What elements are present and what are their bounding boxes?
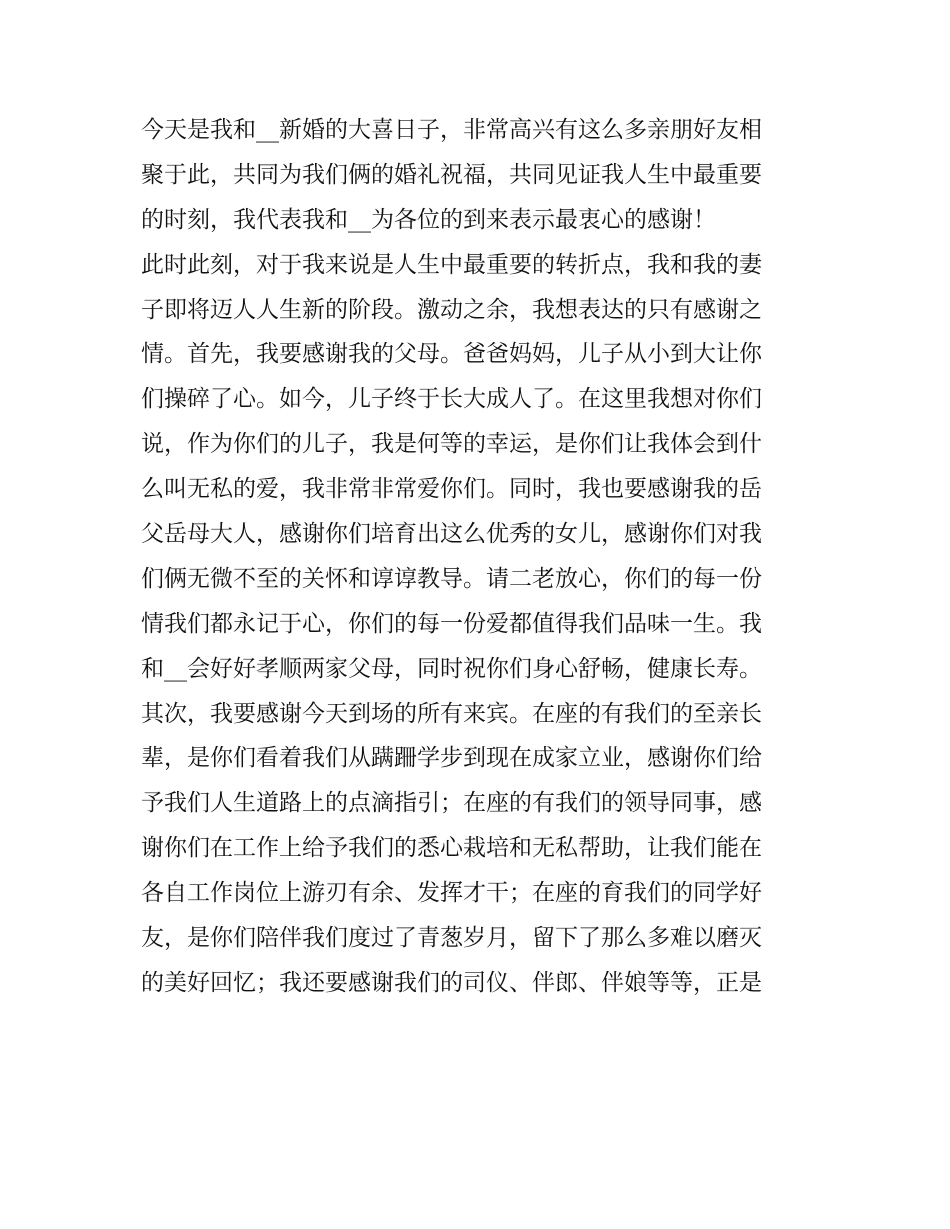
text-line: 各自工作岗位上游刃有余、发挥才干；在座的育我们的同学好 — [141, 880, 762, 907]
text-line: 予我们人生道路上的点滴指引；在座的有我们的领导同事，感 — [141, 790, 762, 817]
text-line: 子即将迈人人生新的阶段。激动之余，我想表达的只有感谢之 — [141, 296, 762, 323]
text-line: 辈，是你们看着我们从蹒跚学步到现在成家立业，感谢你们给 — [141, 745, 762, 772]
text-line: 聚于此，共同为我们俩的婚礼祝福，共同见证我人生中最重要 — [141, 161, 762, 188]
text-line: 和__会好好孝顺两家父母，同时祝你们身心舒畅，健康长寿。 — [141, 655, 762, 682]
text-line: 们俩无微不至的关怀和谆谆教导。请二老放心，你们的每一份 — [141, 565, 762, 592]
text-line: 此时此刻，对于我来说是人生中最重要的转折点，我和我的妻 — [141, 251, 762, 278]
text-line: 父岳母大人，感谢你们培育出这么优秀的女儿，感谢你们对我 — [141, 521, 762, 548]
text-line: 说，作为你们的儿子，我是何等的幸运，是你们让我体会到什 — [141, 431, 762, 458]
text-line: 友，是你们陪伴我们度过了青葱岁月，留下了那么多难以磨灭 — [141, 925, 762, 952]
text-line: 其次，我要感谢今天到场的所有来宾。在座的有我们的至亲长 — [141, 700, 762, 727]
text-line: 情我们都永记于心，你们的每一份爱都值得我们品味一生。我 — [141, 610, 762, 637]
speech-text — [141, 108, 813, 1006]
text-line: 的美好回忆；我还要感谢我们的司仪、伴郎、伴娘等等，正是 — [141, 969, 762, 996]
text-line: 谢你们在工作上给予我们的悉心栽培和无私帮助，让我们能在 — [141, 835, 762, 862]
text-line: 的时刻，我代表我和__为各位的到来表示最衷心的感谢！ — [141, 206, 716, 233]
text-line: 今天是我和__新婚的大喜日子，非常高兴有这么多亲朋好友相 — [141, 117, 762, 143]
text-line: 么叫无私的爱，我非常非常爱你们。同时，我也要感谢我的岳 — [141, 476, 762, 503]
text-line: 情。首先，我要感谢我的父母。爸爸妈妈，儿子从小到大让你 — [141, 341, 762, 368]
text-line: 们操碎了心。如今，儿子终于长大成人了。在这里我想对你们 — [141, 386, 762, 413]
